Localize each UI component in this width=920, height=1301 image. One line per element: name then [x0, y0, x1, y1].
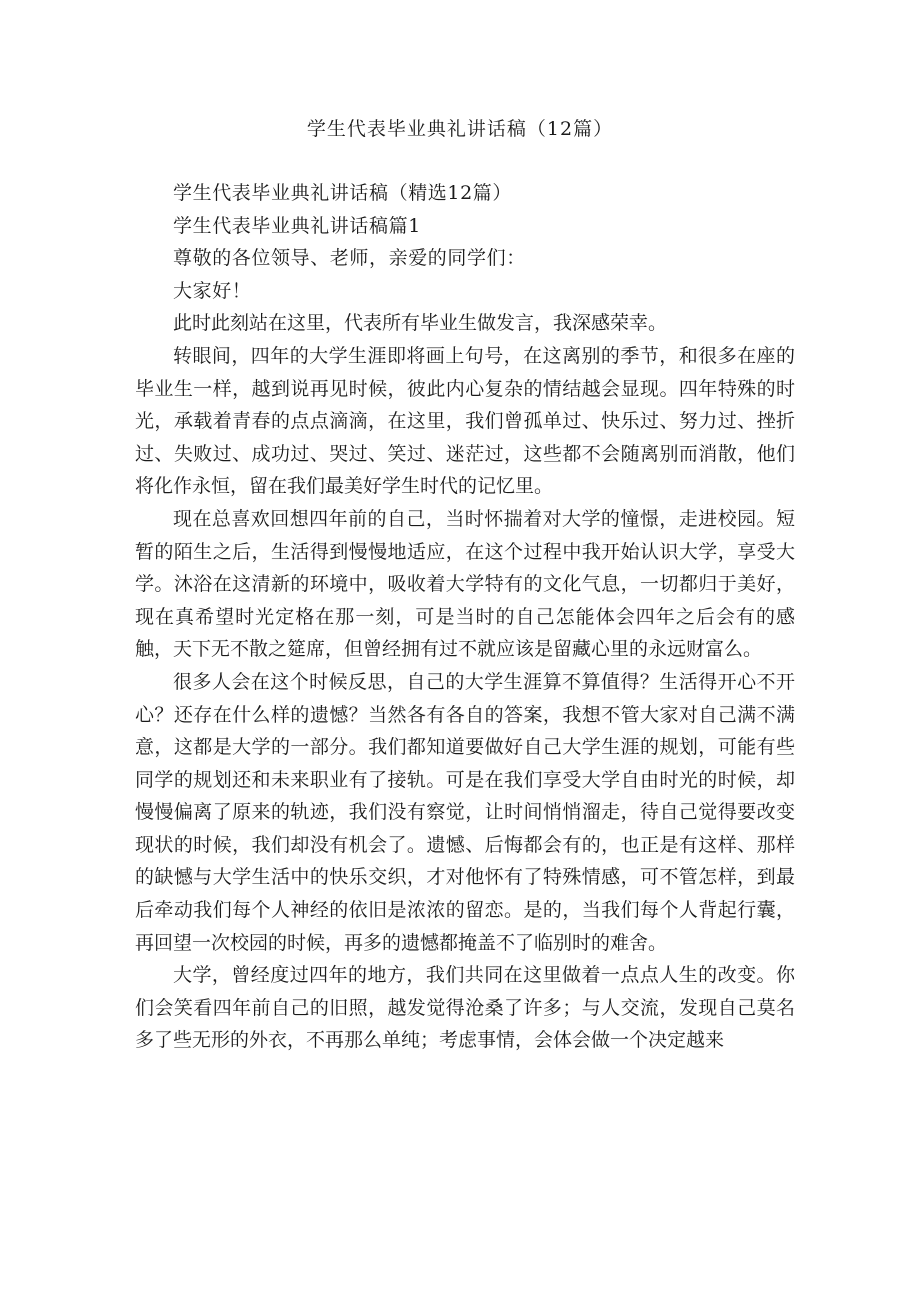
paragraph: 转眼间，四年的大学生涯即将画上句号，在这离别的季节，和很多在座的毕业生一样，越到说再见时候，彼此内心复杂的情结越会显现。四年特殊的时光，承载着青春的点点滴滴，在这里，我们曾孤单过、快乐过、努力过、挫折过、失败过、成功过、哭过、笑过、迷茫过，这些都不会随离别而消散，他们将化作永恒，留在我们最美好学生时代的记忆里。: [135, 344, 795, 498]
paragraph: 很多人会在这个时候反思，自己的大学生涯算不算值得？生活得开心不开心？还存在什么样的遗憾？当然各有各自的答案，我想不管大家对自己满不满意，这都是大学的一部分。我们都知道要做好自己大学生涯的规划，可能有些同学的规划还和未来职业有了接轨。可是在我们享受大学自由时光的时候，却慢慢偏离了原来的轨迹，我们没有察觉，让时间悄悄溜走，待自己觉得要改变现状的时候，我们却没有机会了。遗憾、后悔都会有的，也正是有这样、那样的缺憾与大学生活中的快乐交织，才对他怀有了特殊情感，可不管怎样，到最后牵动我们每个人神经的依旧是浓浓的留恋。是的，当我们每个人背起行囊，再回望一次校园的时候，再多的遗憾都掩盖不了临别时的难舍。: [135, 670, 795, 954]
paragraph: 此时此刻站在这里，代表所有毕业生做发言，我深感荣幸。: [173, 312, 668, 335]
section-heading: 学生代表毕业典礼讲话稿篇1: [173, 214, 421, 237]
document-body: [135, 177, 795, 1057]
paragraph: 现在总喜欢回想四年前的自己，当时怀揣着对大学的憧憬，走进校园。短暂的陌生之后，生活得到慢慢地适应，在这个过程中我开始认识大学，享受大学。沐浴在这清新的环境中，吸收着大学特有的文化气息，一切都归于美好，现在真希望时光定格在那一刻，可是当时的自己怎能体会四年之后会有的感触，天下无不散之筵席，但曾经拥有过不就应该是留藏心里的永远财富么。: [135, 507, 795, 661]
document-title: 学生代表毕业典礼讲话稿（12篇）: [306, 118, 614, 140]
paragraph: 大学，曾经度过四年的地方，我们共同在这里做着一点点人生的改变。你们会笑看四年前自己的旧照，越发觉得沧桑了许多；与人交流，发现自己莫名多了些无形的外衣，不再那么单纯；考虑事情，会体会做一个决定越来: [135, 964, 795, 1052]
salutation: 尊敬的各位领导、老师，亲爱的同学们：: [173, 247, 526, 270]
subtitle: 学生代表毕业典礼讲话稿（精选12篇）: [173, 182, 512, 204]
greeting: 大家好！: [173, 279, 252, 302]
